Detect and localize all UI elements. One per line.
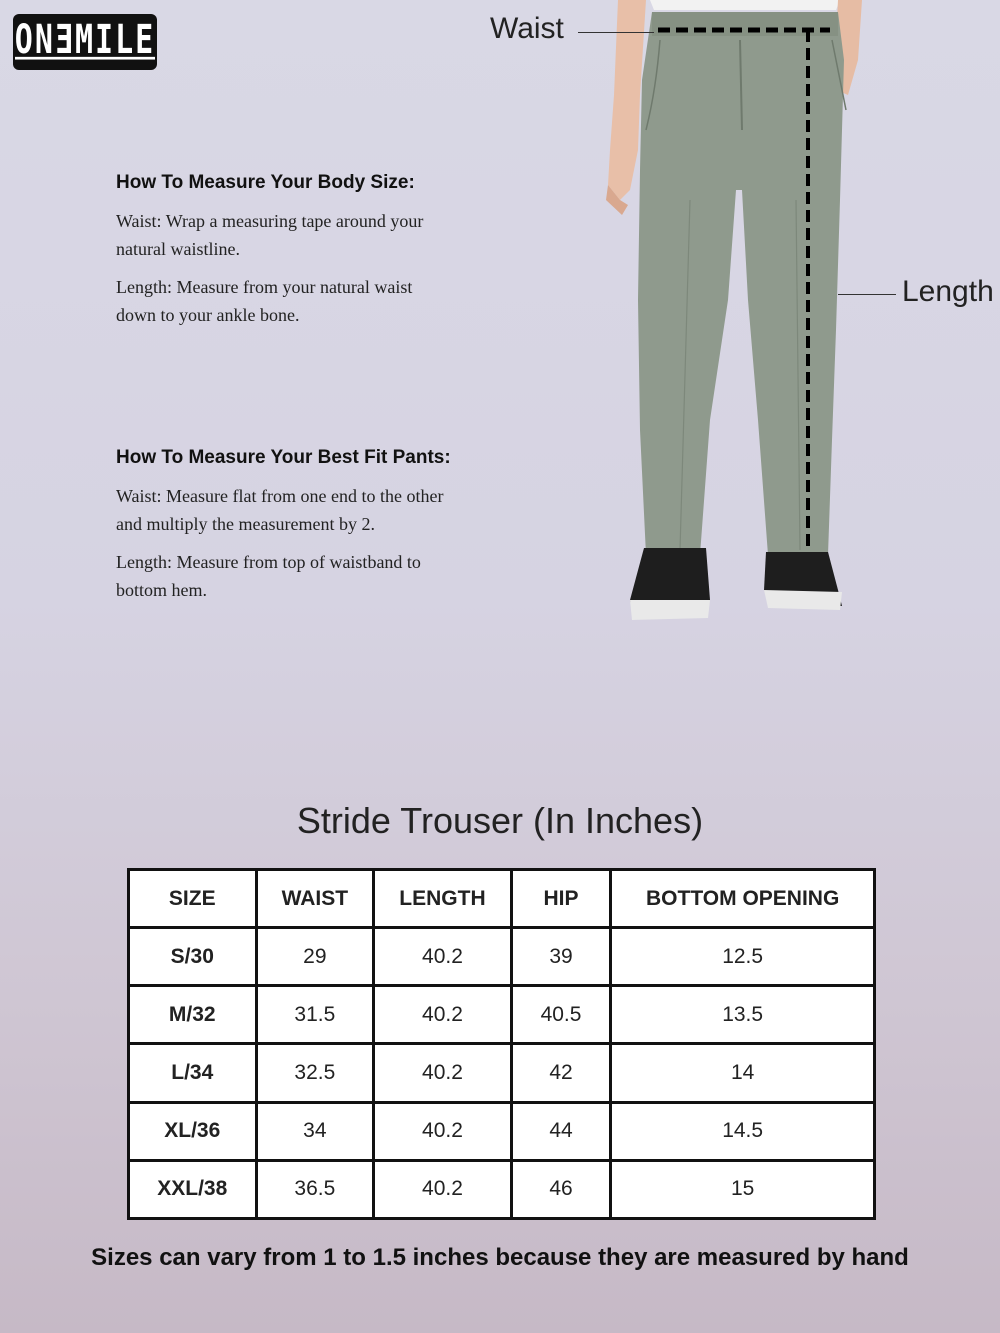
table-row xyxy=(129,1044,875,1102)
best-fit-heading: How To Measure Your Best Fit Pants: xyxy=(116,447,451,468)
size-chart-header-row xyxy=(129,870,875,928)
size-chart-table xyxy=(127,868,876,1220)
length-cell: 40.2 xyxy=(374,1160,512,1218)
size-cell: S/30 xyxy=(129,928,257,986)
bottom-opening-cell: 14.5 xyxy=(611,1102,875,1160)
length-cell: 40.2 xyxy=(374,986,512,1044)
brand-logo-text: ONƎMILE xyxy=(14,16,156,64)
bottom-opening-cell: 13.5 xyxy=(611,986,875,1044)
waist-cell: 32.5 xyxy=(256,1044,374,1102)
body-size-heading: How To Measure Your Body Size: xyxy=(116,172,415,193)
length-cell: 40.2 xyxy=(374,928,512,986)
waist-cell: 31.5 xyxy=(256,986,374,1044)
best-fit-instructions xyxy=(116,443,461,604)
hip-cell: 40.5 xyxy=(511,986,611,1044)
hip-cell: 44 xyxy=(511,1102,611,1160)
length-annotation-label: Length xyxy=(902,275,994,308)
size-cell: XXL/38 xyxy=(129,1160,257,1218)
table-row xyxy=(129,928,875,986)
hip-cell: 46 xyxy=(511,1160,611,1218)
body-size-waist-text: Waist: Wrap a measuring tape around your natural waistline. xyxy=(116,211,424,259)
table-row xyxy=(129,986,875,1044)
header-hip: HIP xyxy=(511,870,611,928)
header-size: SIZE xyxy=(129,870,257,928)
waist-annotation-line xyxy=(578,32,654,33)
best-fit-length-text: Length: Measure from top of waistband to bottom hem. xyxy=(116,552,421,600)
length-cell: 40.2 xyxy=(374,1044,512,1102)
best-fit-waist-text: Waist: Measure flat from one end to the other and multiply the measurement by 2. xyxy=(116,486,444,534)
table-row xyxy=(129,1160,875,1218)
waist-cell: 36.5 xyxy=(256,1160,374,1218)
header-length: LENGTH xyxy=(374,870,512,928)
header-waist: WAIST xyxy=(256,870,374,928)
size-chart-title: Stride Trouser (In Inches) xyxy=(296,800,704,841)
brand-logo xyxy=(13,14,157,70)
length-cell: 40.2 xyxy=(374,1102,512,1160)
body-size-instructions xyxy=(116,168,436,329)
bottom-opening-cell: 12.5 xyxy=(611,928,875,986)
size-cell: M/32 xyxy=(129,986,257,1044)
body-size-length-text: Length: Measure from your natural waist down to your ankle bone. xyxy=(116,277,413,325)
trouser-model-image xyxy=(600,0,900,630)
header-bottom-opening: BOTTOM OPENING xyxy=(611,870,875,928)
size-cell: L/34 xyxy=(129,1044,257,1102)
waist-cell: 34 xyxy=(256,1102,374,1160)
bottom-opening-cell: 15 xyxy=(611,1160,875,1218)
bottom-opening-cell: 14 xyxy=(611,1044,875,1102)
table-row xyxy=(129,1102,875,1160)
waist-cell: 29 xyxy=(256,928,374,986)
size-cell: XL/36 xyxy=(129,1102,257,1160)
hip-cell: 39 xyxy=(511,928,611,986)
hip-cell: 42 xyxy=(511,1044,611,1102)
waist-annotation-label: Waist xyxy=(490,12,564,45)
length-annotation-line xyxy=(838,294,896,295)
size-variation-note: Sizes can vary from 1 to 1.5 inches because they are measured by hand xyxy=(91,1244,909,1271)
